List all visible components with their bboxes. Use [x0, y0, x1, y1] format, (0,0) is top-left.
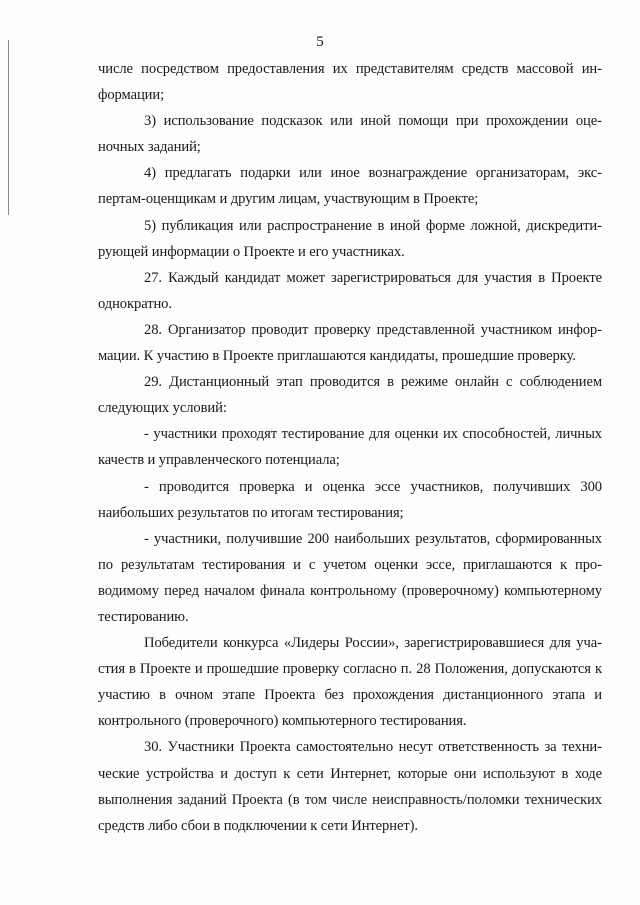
page-number: 5: [316, 34, 324, 50]
paragraph-item-5: 5) публикация или распространение в иной форме ложной, дискредитирующей информации о Проекте и его участниках.: [98, 217, 602, 260]
paragraph-continuation: числе посредством предоставления их представителям средств массовой информации;: [98, 61, 602, 104]
paragraph-30: 30. Участники Проекта самостоятельно несут ответственность за технические устройства и доступ к сети Интернет, которые они используют в ходе выполнения заданий Проекта (в том числе неисправность/поломки технических средств либо сбои в подключении к сети Интернет).: [98, 739, 602, 834]
paragraph-28: 28. Организатор проводит проверку представленной участником информации. К участию в Проекте приглашаются кандидаты, прошедшие проверку.: [98, 321, 602, 365]
paragraph-29-bullet-3: - участники, получившие 200 наибольших результатов, сформированных по результатам тестирования и с учетом оценки эссе, приглашаются к проводимому перед началом финала контрольному (проверочному) компьютерному тестированию.: [98, 530, 602, 625]
document-body: [98, 56, 602, 839]
paragraph-item-3: 3) использование подсказок или иной помощи при прохождении оценочных заданий;: [98, 113, 602, 156]
paragraph-29-bullet-1: - участники проходят тестирование для оценки их способностей, личных качеств и управленческого потенциала;: [98, 426, 602, 469]
paragraph-winners: Победители конкурса «Лидеры России», зарегистрировавшиеся для участия в Проекте и прошедшие проверку согласно п. 28 Положения, допускаются к участию в очном этапе Проекта без прохождения дистанционного этапа и контрольного (проверочного) компьютерного тестирования.: [98, 635, 602, 730]
paragraph-29-bullet-2: - проводится проверка и оценка эссе участников, получивших 300 наибольших результатов по итогам тестирования;: [98, 478, 602, 521]
paragraph-29: 29. Дистанционный этап проводится в режиме онлайн с соблюдением следующих условий:: [98, 374, 602, 417]
paragraph-item-4: 4) предлагать подарки или иное вознаграждение организаторам, экспертам-оценщикам и другим лицам, участвующим в Проекте;: [98, 165, 602, 208]
paragraph-27: 27. Каждый кандидат может зарегистрироваться для участия в Проекте однократно.: [98, 269, 602, 312]
margin-line: [8, 40, 9, 215]
